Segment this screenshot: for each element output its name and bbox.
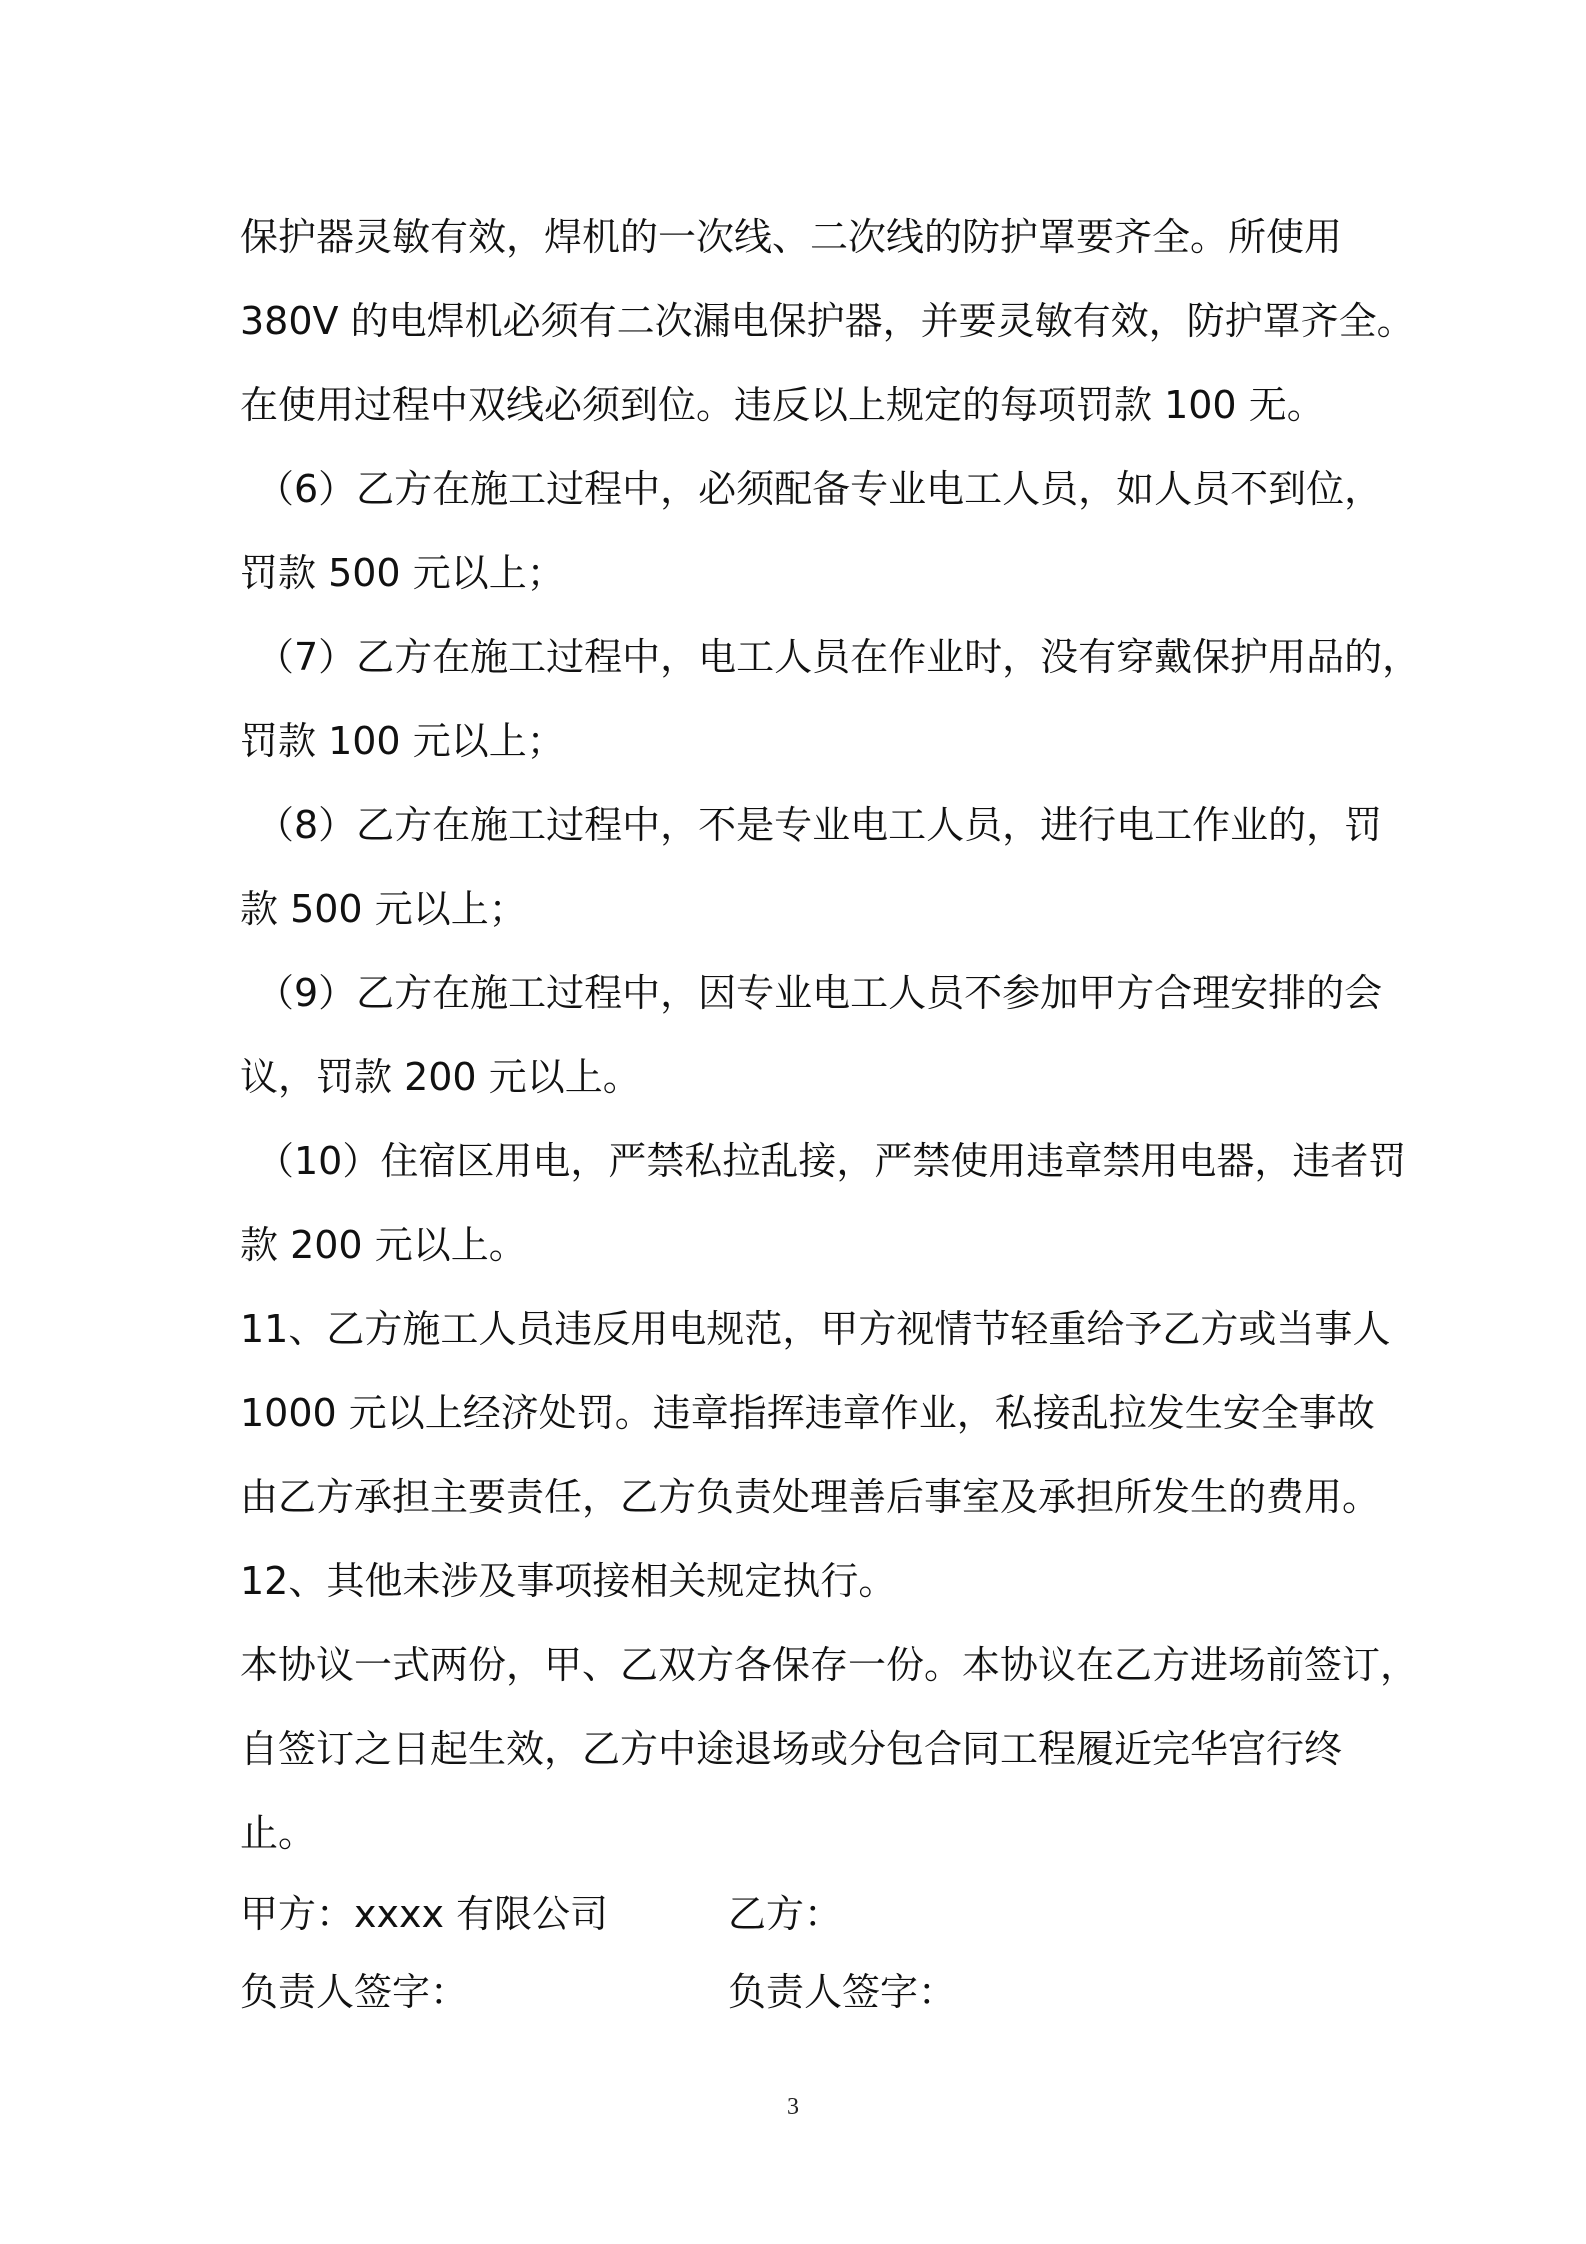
clause-11-line3: 由乙方承担主要责任，乙方负责处理善后事室及承担所发生的费用。 [240,1475,1381,1519]
text-line: 380V 的电焊机必须有二次漏电保护器，并要灵敏有效，防护罩齐全。 [240,299,1415,343]
closing-line3: 止。 [240,1811,317,1855]
party-a-label: 甲方：xxxx 有限公司 [240,1892,609,1936]
closing-line1: 本协议一式两份，甲、乙双方各保存一份。本协议在乙方进场前签订， [240,1643,1419,1687]
party-row [240,1875,1365,1953]
text-line: 在使用过程中双线必须到位。违反以上规定的每项罚款 100 无。 [240,383,1325,427]
text-line: 保护器灵敏有效，焊机的一次线、二次线的防护罩要齐全。所使用 [240,215,1343,259]
item-7-line1: （7）乙方在施工过程中，电工人员在作业时，没有穿戴保护用品的， [256,635,1421,679]
page-number: 3 [787,2094,799,2120]
item-8-line2: 款 500 元以上； [240,887,527,931]
clause-11-line1: 11、乙方施工人员违反用电规范，甲方视情节轻重给予乙方或当事人 [240,1307,1391,1351]
clause-12: 12、其他未涉及事项接相关规定执行。 [240,1559,897,1603]
item-6-line1: （6）乙方在施工过程中，必须配备专业电工人员，如人员不到位， [256,467,1383,511]
item-10-line2: 款 200 元以上。 [240,1223,527,1267]
item-6-line2: 罚款 500 元以上； [240,551,565,595]
item-10-line1: （10）住宿区用电，严禁私拉乱接，严禁使用违章禁用电器，违者罚 [256,1139,1407,1183]
document-body [240,195,1421,2031]
closing-line2: 自签订之日起生效，乙方中途退场或分包合同工程履近完华宫行终 [240,1727,1343,1771]
item-7-line2: 罚款 100 元以上； [240,719,565,763]
signer-row [240,1953,1365,2031]
item-9-line1: （9）乙方在施工过程中，因专业电工人员不参加甲方合理安排的会 [256,971,1383,1015]
party-b-label: 乙方： [728,1892,843,1936]
party-a-signer-label: 负责人签字： [240,1970,469,2014]
item-8-line1: （8）乙方在施工过程中，不是专业电工人员，进行电工作业的，罚 [256,803,1383,847]
clause-11-line2: 1000 元以上经济处罚。违章指挥违章作业，私接乱拉发生安全事故 [240,1391,1375,1435]
item-9-line2: 议，罚款 200 元以上。 [240,1055,641,1099]
party-b-signer-label: 负责人签字： [728,1970,957,2014]
